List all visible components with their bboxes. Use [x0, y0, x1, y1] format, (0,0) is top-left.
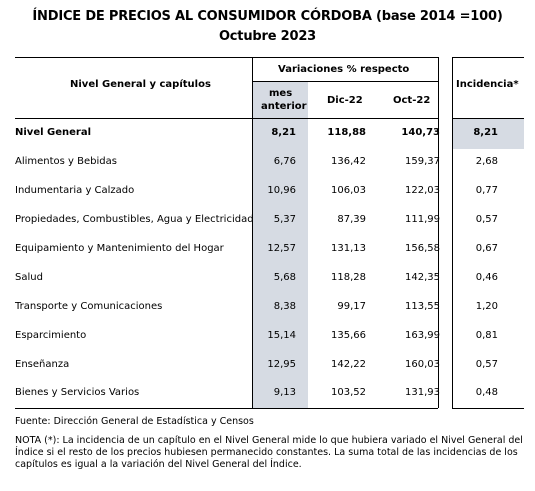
- row-label: Equipamiento y Mantenimiento del Hogar: [15, 243, 224, 254]
- table-bottom-rule-incidencia: [452, 408, 524, 409]
- cell-incidencia: 0,57: [475, 214, 498, 225]
- cell-dic-22: 131,13: [331, 243, 366, 254]
- cell-incidencia: 0,77: [475, 185, 498, 196]
- table-bottom-rule: [15, 408, 438, 409]
- cell-oct-22: 160,03: [405, 359, 440, 370]
- row-label: Salud: [15, 272, 43, 283]
- page-title: ÍNDICE DE PRECIOS AL CONSUMIDOR CÓRDOBA (base 2014 =100): [32, 9, 503, 24]
- rows-header: Nivel General y capítulos: [70, 79, 211, 90]
- cell-incidencia: 0,46: [475, 272, 498, 283]
- cell-mes-anterior: 8,38: [273, 301, 296, 312]
- cell-incidencia: 1,20: [475, 301, 498, 312]
- variations-group-header: Variaciones % respecto: [278, 64, 410, 75]
- page-subtitle: Octubre 2023: [218, 29, 317, 44]
- cell-mes-anterior: 12,95: [267, 359, 296, 370]
- cell-incidencia: 0,48: [475, 387, 498, 398]
- cell-dic-22: 135,66: [331, 330, 366, 341]
- cell-mes-anterior: 8,21: [271, 127, 296, 138]
- row-label: Enseñanza: [15, 359, 70, 370]
- cell-dic-22: 136,42: [331, 156, 366, 167]
- table-top-rule-incidencia: [452, 57, 524, 58]
- row-label: Transporte y Comunicaciones: [15, 301, 163, 312]
- cell-dic-22: 87,39: [337, 214, 366, 225]
- col-incidencia-header: Incidencia*: [456, 79, 519, 90]
- cell-incidencia: 0,57: [475, 359, 498, 370]
- cell-mes-anterior: 15,14: [267, 330, 296, 341]
- row-label: Esparcimiento: [15, 330, 87, 341]
- cell-dic-22: 103,52: [331, 387, 366, 398]
- footnote: NOTA (*): La incidencia de un capítulo en el Nivel General mide lo que hubiera variado el Nivel General del Índice si el resto de los precios hubiesen permanecido constantes. La suma total de las incidencias de los capítulos es igual a la variación del Nivel General del Índice.: [15, 435, 523, 470]
- cell-mes-anterior: 12,57: [267, 243, 296, 254]
- cell-dic-22: 118,28: [331, 272, 366, 283]
- cell-mes-anterior: 6,76: [273, 156, 296, 167]
- row-label: Alimentos y Bebidas: [15, 156, 117, 167]
- column-divider: [438, 57, 439, 408]
- table-top-rule: [15, 57, 438, 58]
- row-label: Indumentaria y Calzado: [15, 185, 135, 196]
- cell-mes-anterior: 9,13: [273, 387, 296, 398]
- cell-dic-22: 106,03: [331, 185, 366, 196]
- row-label: Nivel General: [15, 127, 92, 138]
- cell-oct-22: 159,37: [405, 156, 440, 167]
- cell-incidencia: 0,81: [475, 330, 498, 341]
- col-oct-header: Oct-22: [393, 95, 431, 106]
- header-bottom-rule: [15, 118, 438, 119]
- column-divider: [452, 57, 453, 408]
- column-divider: [252, 57, 253, 408]
- cell-dic-22: 99,17: [337, 301, 366, 312]
- cell-dic-22: 118,88: [327, 127, 366, 138]
- row-label: Propiedades, Combustibles, Agua y Electricidad: [15, 214, 254, 225]
- source-note: Fuente: Dirección General de Estadística y Censos: [15, 416, 254, 427]
- cell-incidencia: 0,67: [475, 243, 498, 254]
- cell-mes-anterior: 5,37: [273, 214, 296, 225]
- cell-oct-22: 122,03: [405, 185, 440, 196]
- cell-oct-22: 131,93: [405, 387, 440, 398]
- cell-oct-22: 113,55: [405, 301, 440, 312]
- row-label: Bienes y Servicios Varios: [15, 387, 140, 398]
- cell-mes-anterior: 10,96: [267, 185, 296, 196]
- cell-oct-22: 142,35: [405, 272, 440, 283]
- cell-incidencia: 8,21: [473, 127, 498, 138]
- cell-mes-anterior: 5,68: [273, 272, 296, 283]
- col-mes-header-line1: mes: [269, 88, 293, 99]
- cell-oct-22: 163,99: [405, 330, 440, 341]
- group-header-rule: [252, 81, 438, 82]
- cell-oct-22: 111,99: [405, 214, 440, 225]
- cell-dic-22: 142,22: [331, 359, 366, 370]
- cell-oct-22: 156,58: [405, 243, 440, 254]
- cell-oct-22: 140,73: [401, 127, 440, 138]
- col-mes-header-line2: anterior: [261, 101, 307, 112]
- cell-incidencia: 2,68: [475, 156, 498, 167]
- header-bottom-rule-incidencia: [452, 118, 524, 119]
- col-dic-header: Dic-22: [327, 95, 363, 106]
